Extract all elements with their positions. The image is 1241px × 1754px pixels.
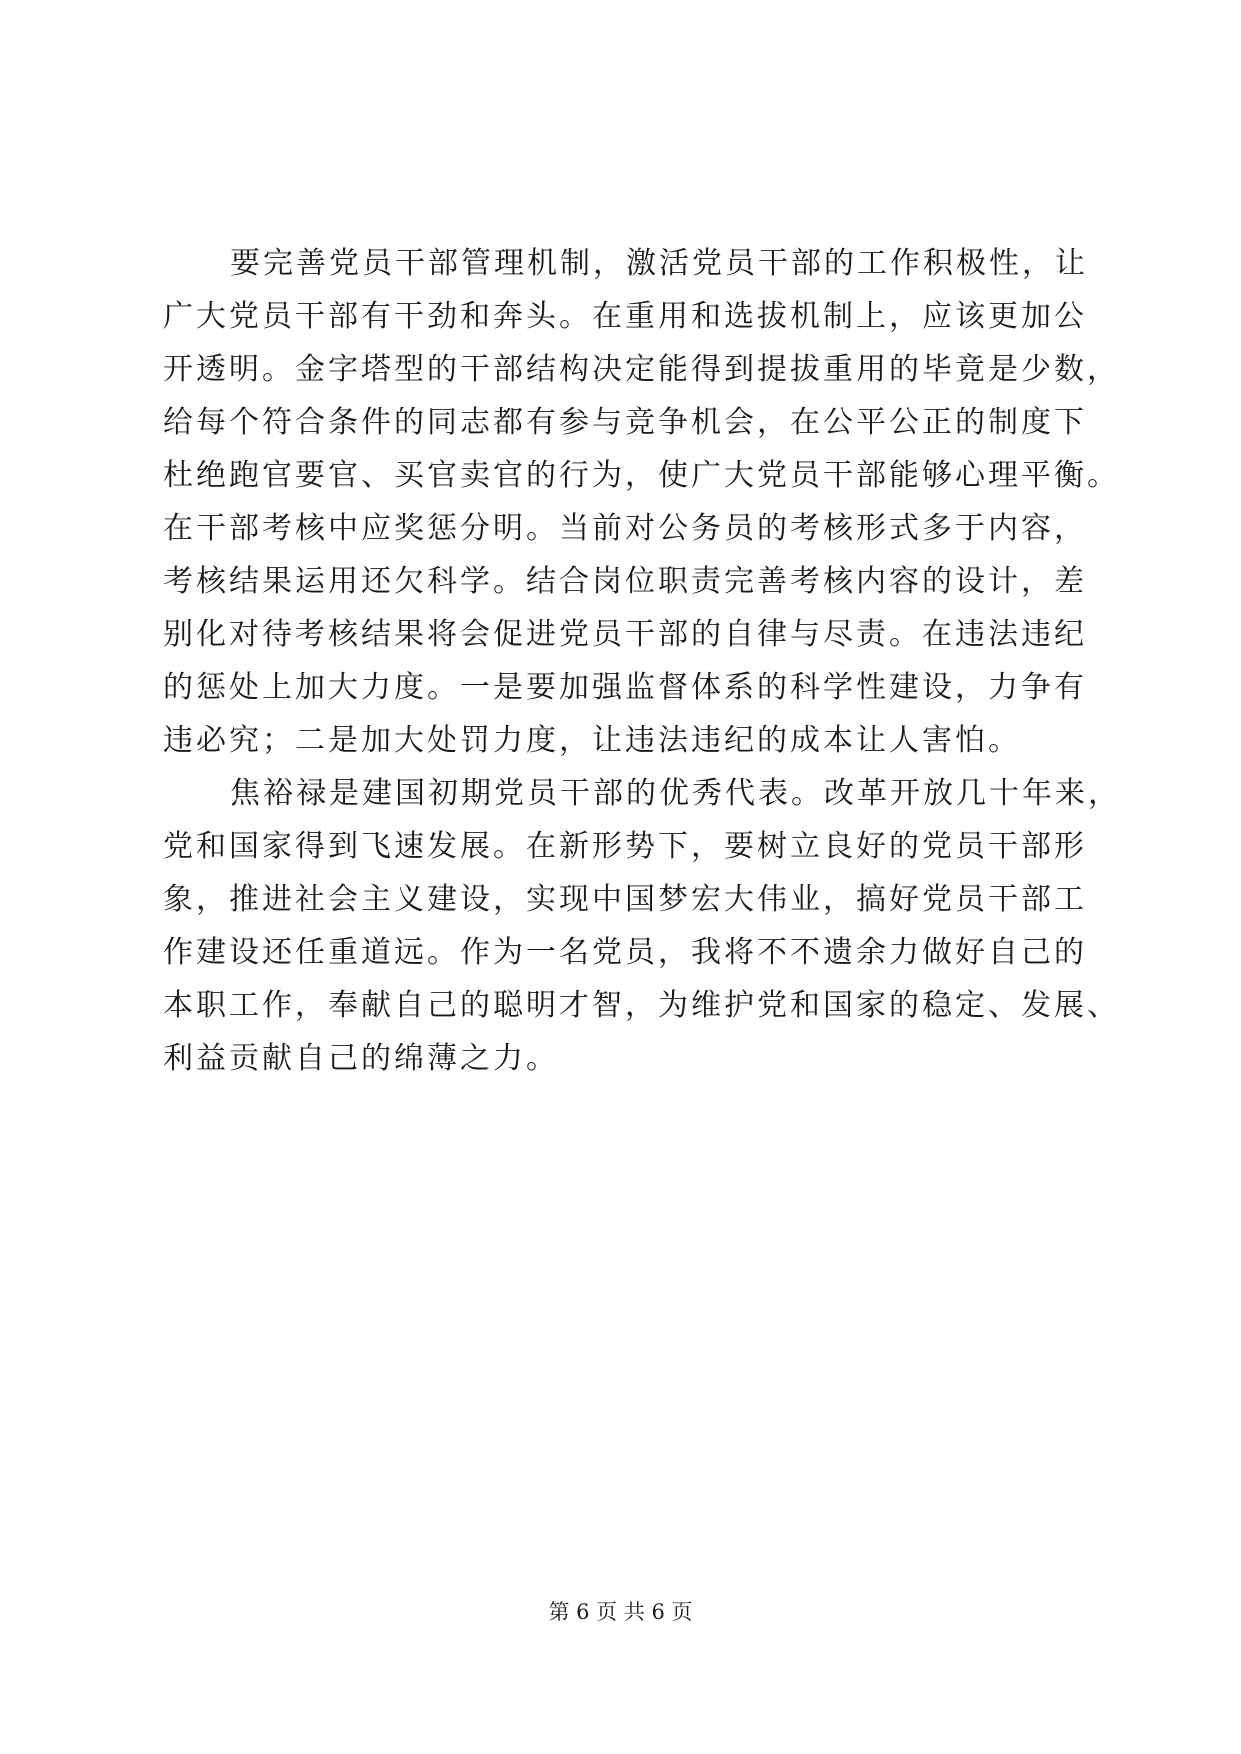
paragraph-1-line-1: 要完善党员干部管理机制，激活党员干部的工作积极性，让: [230, 246, 1088, 281]
body-text: [163, 237, 1123, 1085]
paragraph-1-line-8: 别化对待考核结果将会促进党员干部的自律与尽责。在违法违纪: [163, 617, 1087, 652]
paragraph-1-line-4: 给每个符合条件的同志都有参与竞争机会，在公平公正的制度下: [163, 405, 1087, 440]
page-footer: [0, 1597, 1241, 1627]
paragraph-2-line-3: 象，推进社会主义建设，实现中国梦宏大伟业，搞好党员干部工: [163, 882, 1087, 917]
paragraph-1-line-5: 杜绝跑官要官、买官卖官的行为，使广大党员干部能够心理平衡。: [163, 458, 1120, 493]
paragraph-1-line-3: 开透明。金字塔型的干部结构决定能得到提拔重用的毕竟是少数，: [163, 352, 1120, 387]
paragraph-1-line-7: 考核结果运用还欠科学。结合岗位职责完善考核内容的设计，差: [163, 564, 1087, 599]
paragraph-2-line-1: 焦裕禄是建国初期党员干部的优秀代表。改革开放几十年来，: [230, 776, 1121, 811]
paragraph-2-line-5: 本职工作，奉献自己的聪明才智，为维护党和国家的稳定、发展、: [163, 988, 1120, 1023]
paragraph-2-line-4: 作建设还任重道远。作为一名党员，我将不不遗余力做好自己的: [163, 935, 1087, 970]
paragraph-1-line-6: 在干部考核中应奖惩分明。当前对公务员的考核形式多于内容，: [163, 511, 1087, 546]
paragraph-1-line-10: 违必究；二是加大处罚力度，让违法违纪的成本让人害怕。: [163, 723, 1021, 758]
paragraph-2-line-6: 利益贡献自己的绵薄之力。: [163, 1041, 559, 1076]
paragraph-1-line-2: 广大党员干部有干劲和奔头。在重用和选拔机制上，应该更加公: [163, 299, 1087, 334]
page-number-label: 第 6 页 共 6 页: [548, 1600, 693, 1624]
paragraph-2-line-2: 党和国家得到飞速发展。在新形势下，要树立良好的党员干部形: [163, 829, 1087, 864]
paragraph-1-line-9: 的惩处上加大力度。一是要加强监督体系的科学性建设，力争有: [163, 670, 1087, 705]
